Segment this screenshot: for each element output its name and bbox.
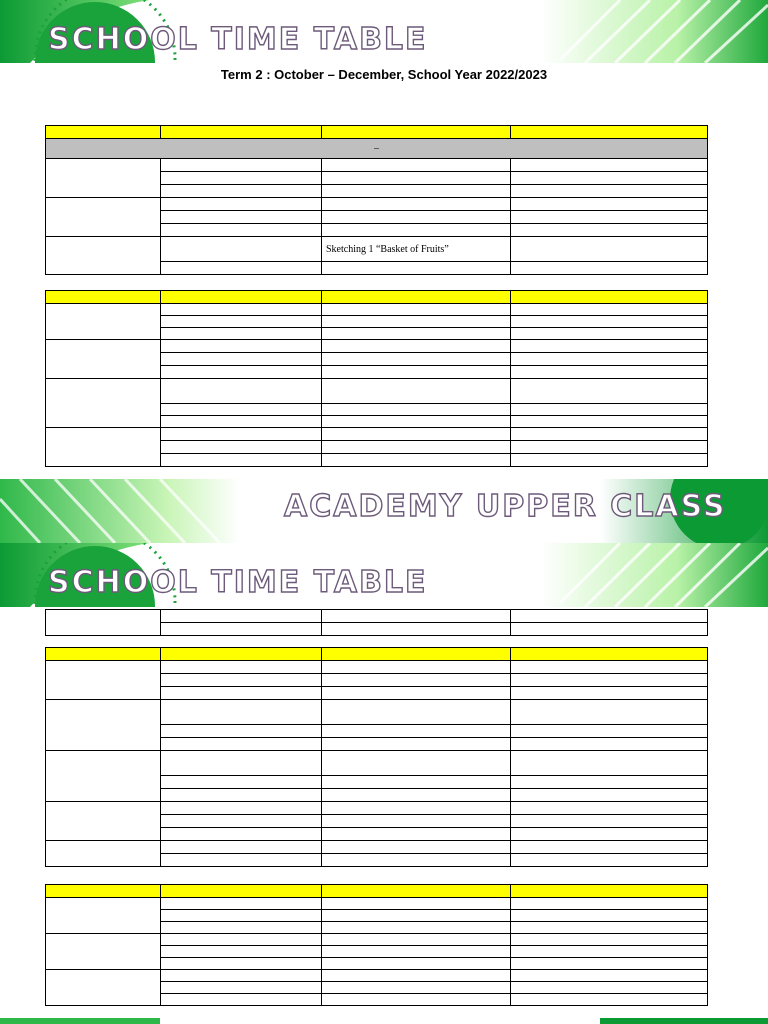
timetable-1 xyxy=(45,125,708,275)
top-banner-2 xyxy=(0,543,768,607)
table-row xyxy=(46,700,708,725)
table-row xyxy=(46,802,708,815)
banner-title: SCHOOL TIME TABLE xyxy=(48,565,428,600)
bottom-banner-strip xyxy=(0,1018,768,1024)
table-row xyxy=(46,237,708,262)
table-row xyxy=(46,428,708,441)
top-banner xyxy=(0,0,768,63)
table-header-row xyxy=(46,648,708,661)
table-row xyxy=(46,970,708,982)
timetable-5 xyxy=(45,884,708,1006)
table-row xyxy=(46,898,708,910)
table-row xyxy=(46,934,708,946)
timetable-3 xyxy=(45,609,708,636)
table-header-row xyxy=(46,885,708,898)
banner-title: SCHOOL TIME TABLE xyxy=(48,22,428,57)
table-row xyxy=(46,159,708,172)
table-row xyxy=(46,340,708,353)
timetable-4 xyxy=(45,647,708,867)
table-row xyxy=(46,751,708,776)
table-row xyxy=(46,304,708,316)
term-subtitle: Term 2 : October – December, School Year 2022/2023 xyxy=(220,67,548,82)
table-row xyxy=(46,379,708,404)
table-row xyxy=(46,841,708,854)
lesson-note: Sketching 1 “Basket of Fruits” xyxy=(322,237,511,262)
table-row xyxy=(46,198,708,211)
academy-title: ACADEMY UPPER CLASS xyxy=(284,489,727,524)
timetable-2 xyxy=(45,290,708,467)
table-row xyxy=(46,661,708,674)
table-row xyxy=(46,610,708,623)
table-header-row xyxy=(46,126,708,139)
table-subheader-row xyxy=(46,139,708,159)
table-header-row xyxy=(46,291,708,304)
mid-banner xyxy=(0,479,768,543)
subheader-cell: – xyxy=(46,139,708,159)
